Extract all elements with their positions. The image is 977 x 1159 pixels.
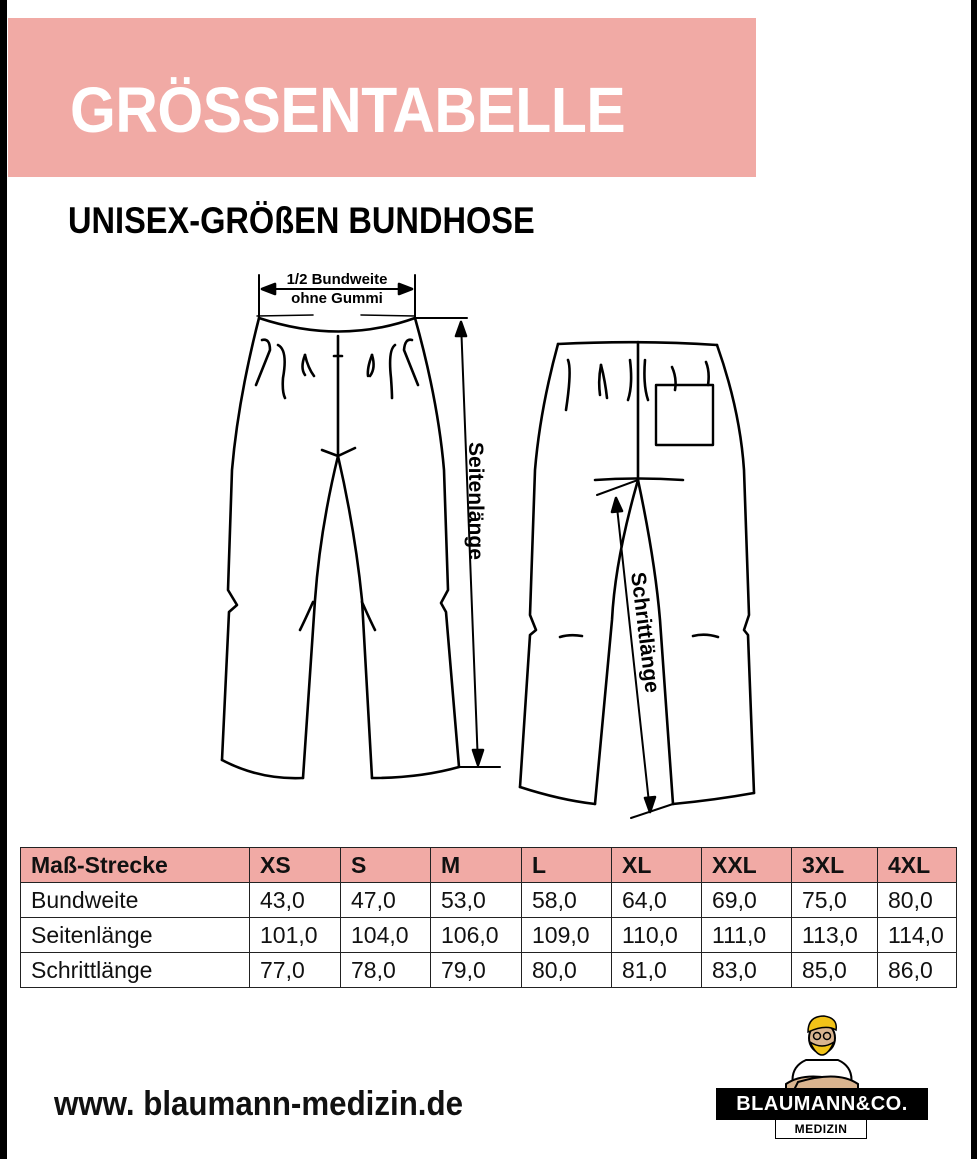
side-length-label: Seitenlänge	[464, 442, 487, 560]
table-cell: 113,0	[792, 918, 878, 953]
table-cell: 104,0	[341, 918, 431, 953]
table-cell: 83,0	[702, 953, 792, 988]
header-size-xxl: XXL	[702, 848, 792, 883]
table-cell: 53,0	[431, 883, 522, 918]
row-label: Seitenlänge	[21, 918, 250, 953]
row-label: Schrittlänge	[21, 953, 250, 988]
product-subtitle: UNISEX-GRÖßEN BUNDHOSE	[68, 200, 535, 241]
table-row	[21, 918, 957, 953]
table-cell: 110,0	[612, 918, 702, 953]
table-cell: 111,0	[702, 918, 792, 953]
table-cell: 106,0	[431, 918, 522, 953]
table-cell: 85,0	[792, 953, 878, 988]
table-cell: 78,0	[341, 953, 431, 988]
header-size-4xl: 4XL	[878, 848, 957, 883]
table-cell: 64,0	[612, 883, 702, 918]
size-table	[20, 847, 957, 988]
table-row	[21, 883, 957, 918]
table-cell: 80,0	[522, 953, 612, 988]
table-cell: 81,0	[612, 953, 702, 988]
table-cell: 69,0	[702, 883, 792, 918]
waist-label-line2: ohne Gummi	[291, 290, 383, 307]
mascot-icon	[716, 1010, 928, 1090]
header-size-m: M	[431, 848, 522, 883]
pants-front-drawing	[222, 315, 459, 778]
table-cell: 114,0	[878, 918, 957, 953]
table-cell: 80,0	[878, 883, 957, 918]
header-size-l: L	[522, 848, 612, 883]
table-cell: 58,0	[522, 883, 612, 918]
waist-label-line1: 1/2 Bundweite	[286, 271, 388, 288]
table-cell: 101,0	[250, 918, 341, 953]
logo-brand-name: BLAUMANN&CO.	[716, 1088, 928, 1120]
page-title: GRÖSSENTABELLE	[70, 74, 626, 146]
table-cell: 77,0	[250, 953, 341, 988]
header-size-xs: XS	[250, 848, 341, 883]
inseam-label: Schrittlänge	[626, 570, 664, 695]
table-cell: 79,0	[431, 953, 522, 988]
table-cell: 109,0	[522, 918, 612, 953]
table-cell: 43,0	[250, 883, 341, 918]
table-cell: 75,0	[792, 883, 878, 918]
brand-logo	[716, 1010, 928, 1140]
table-row	[21, 953, 957, 988]
header-size-xl: XL	[612, 848, 702, 883]
table-cell: 86,0	[878, 953, 957, 988]
header-measure: Maß-Strecke	[21, 848, 250, 883]
website-link[interactable]: www. blaumann-medizin.de	[54, 1085, 463, 1123]
logo-subtitle: MEDIZIN	[775, 1120, 867, 1139]
size-table-header-row	[21, 848, 957, 883]
header-size-s: S	[341, 848, 431, 883]
row-label: Bundweite	[21, 883, 250, 918]
table-cell: 47,0	[341, 883, 431, 918]
header-size-3xl: 3XL	[792, 848, 878, 883]
